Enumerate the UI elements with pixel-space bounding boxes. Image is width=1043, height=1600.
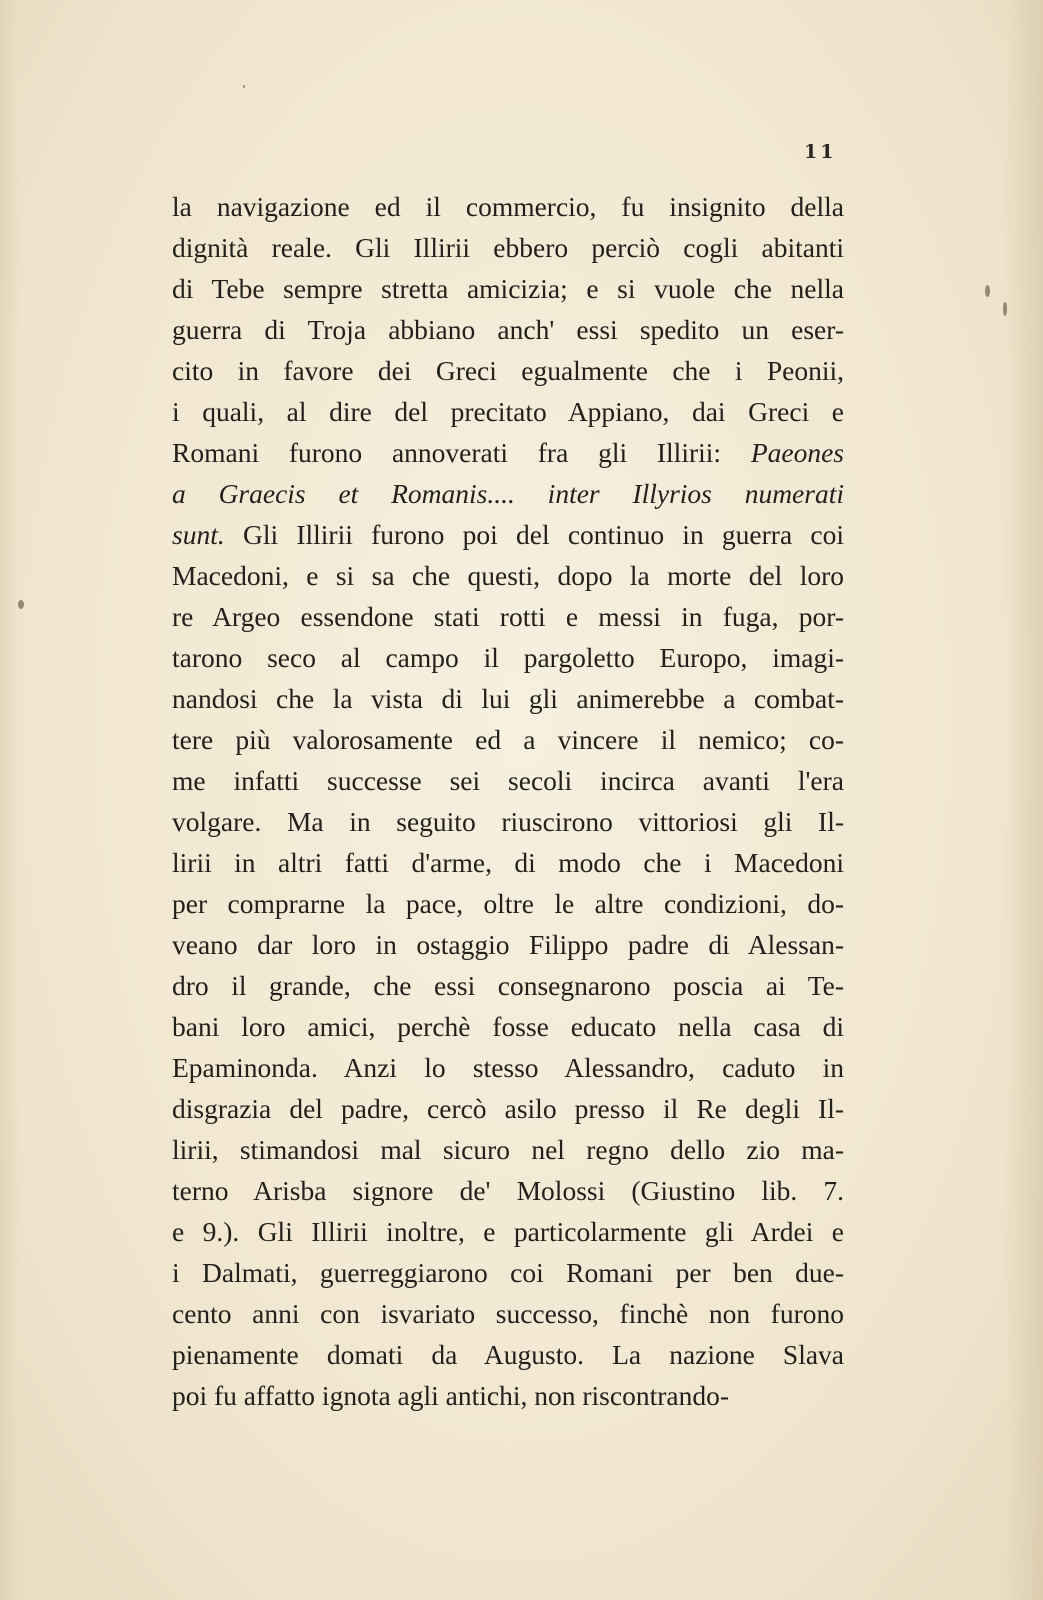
paper-speck — [1003, 302, 1007, 316]
text-line: volgare. Ma in seguito riuscirono vittoriosi gli Il- — [172, 806, 844, 837]
body-text — [172, 186, 844, 1416]
text-line: veano dar loro in ostaggio Filippo padre di Alessan- — [172, 929, 844, 960]
text-line: di Tebe sempre stretta amicizia; e si vuole che nella — [172, 273, 844, 304]
page-edge-shadow-left — [0, 0, 20, 1600]
text-line: cento anni con isvariato successo, finchè non furono — [172, 1298, 844, 1329]
text-line: e 9.). Gli Illirii inoltre, e particolarmente gli Ardei e — [172, 1216, 844, 1247]
text-line: cito in favore dei Greci egualmente che i Peonii, — [172, 355, 844, 386]
text-line: guerra di Troja abbiano anch' essi spedito un eser- — [172, 314, 844, 345]
text-line: Romani furono annoverati fra gli Illirii: Paeones — [172, 437, 844, 468]
text-line: sunt. Gli Illirii furono poi del continuo in guerra coi — [172, 519, 844, 550]
text-line: me infatti successe sei secoli incirca avanti l'era — [172, 765, 844, 796]
text-line: a Graecis et Romanis.... inter Illyrios numerati — [172, 478, 844, 509]
text-line: Epaminonda. Anzi lo stesso Alessandro, caduto in — [172, 1052, 844, 1083]
text-line: dignità reale. Gli Illirii ebbero perciò cogli abitanti — [172, 232, 844, 263]
text-line: i Dalmati, guerreggiarono coi Romani per ben due- — [172, 1257, 844, 1288]
page-edge-shadow-right — [1003, 0, 1043, 1600]
text-line: Macedoni, e si sa che questi, dopo la morte del loro — [172, 560, 844, 591]
text-line: disgrazia del padre, cercò asilo presso il Re degli Il- — [172, 1093, 844, 1124]
text-line: tarono seco al campo il pargoletto Europo, imagi- — [172, 642, 844, 673]
text-line: per comprarne la pace, oltre le altre condizioni, do- — [172, 888, 844, 919]
paper-speck — [18, 600, 24, 609]
text-line: pienamente domati da Augusto. La nazione Slava — [172, 1339, 844, 1370]
paper-speck — [985, 285, 990, 297]
text-line: lirii, stimandosi mal sicuro nel regno dello zio ma- — [172, 1134, 844, 1165]
text-line: lirii in altri fatti d'arme, di modo che i Macedoni — [172, 847, 844, 878]
text-line: la navigazione ed il commercio, fu insignito della — [172, 191, 844, 222]
text-line: poi fu affatto ignota agli antichi, non riscontrando- — [172, 1380, 729, 1411]
text-line: nandosi che la vista di lui gli animerebbe a combat- — [172, 683, 844, 714]
text-line: bani loro amici, perchè fosse educato nella casa di — [172, 1011, 844, 1042]
page-number: 11 — [804, 141, 837, 163]
text-line: i quali, al dire del precitato Appiano, dai Greci e — [172, 396, 844, 427]
paper-speck — [243, 85, 245, 88]
text-line: terno Arisba signore de' Molossi (Giustino lib. 7. — [172, 1175, 844, 1206]
text-line: tere più valorosamente ed a vincere il nemico; co- — [172, 724, 844, 755]
text-line: re Argeo essendone stati rotti e messi in fuga, por- — [172, 601, 844, 632]
text-line: dro il grande, che essi consegnarono poscia ai Te- — [172, 970, 844, 1001]
